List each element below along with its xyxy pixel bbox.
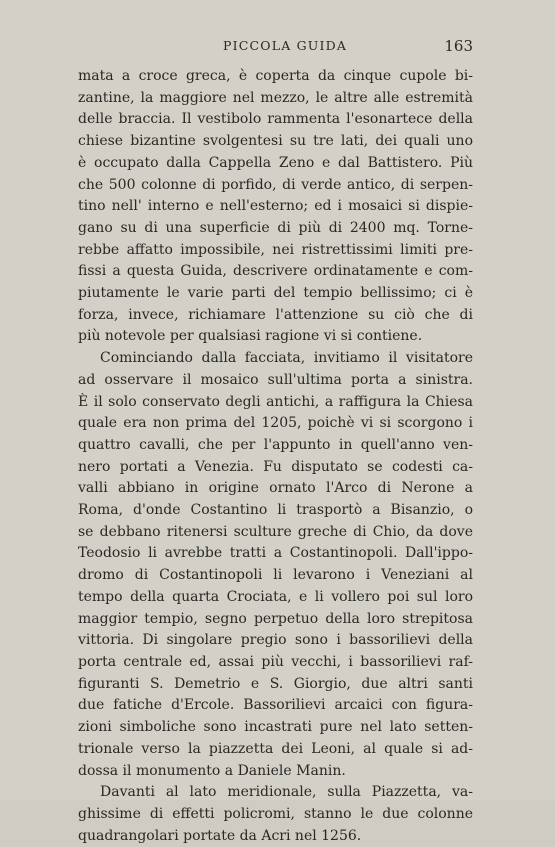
text-line: tempo della quarta Crociata, e li vollero poi sul loro bbox=[78, 588, 473, 605]
text-line: vittoria. Di singolare pregio sono i bassorilievi della bbox=[78, 632, 473, 649]
text-line: figuranti S. Demetrio e S. Giorgio, due altri santi bbox=[78, 675, 473, 692]
text-line: quale era non prima del 1205, poichè vi si scorgono i bbox=[78, 415, 473, 432]
text-line: ghissime di effetti policromi, stanno le due colonne bbox=[78, 805, 473, 822]
text-line: valli abbiano in origine ornato l'Arco di Nerone a bbox=[78, 480, 473, 497]
text-line: se debbano ritenersi sculture greche di Chio, da dove bbox=[78, 523, 473, 540]
text-line: che 500 colonne di porfido, di verde antico, di serpen- bbox=[78, 176, 473, 193]
text-line: Cominciando dalla facciata, invitiamo il visitatore bbox=[100, 350, 473, 367]
text-line: dossa il monumento a Daniele Manin. bbox=[78, 762, 346, 779]
body-text bbox=[78, 66, 473, 847]
text-line: Teodosio li avrebbe tratti a Costantinopoli. Dall'ippo- bbox=[78, 545, 473, 562]
page-number: 163 bbox=[444, 37, 473, 55]
text-line: zantine, la maggiore nel mezzo, le altre alle estremità bbox=[78, 89, 473, 106]
text-line: più notevole per qualsiasi ragione vi si contiene. bbox=[78, 328, 423, 345]
text-line: quadrangolari portate da Acri nel 1256. bbox=[78, 827, 362, 844]
text-line: dromo di Costantinopoli li levarono i Veneziani al bbox=[78, 567, 473, 584]
text-line: chiese bizantine svolgentesi su tre lati, dei quali uno bbox=[78, 133, 473, 150]
text-line: porta centrale ed, assai più vecchi, i bassorilievi raf- bbox=[78, 653, 473, 670]
text-line: tino nell' interno e nell'esterno; ed i mosaici si dispie- bbox=[78, 198, 473, 215]
text-line: due fatiche d'Ercole. Bassorilievi arcaici con figura- bbox=[78, 697, 473, 714]
text-line: rebbe affatto impossibile, nei ristrettissimi limiti pre- bbox=[78, 241, 473, 258]
page-header bbox=[78, 38, 473, 58]
text-line: Davanti al lato meridionale, sulla Piazzetta, va- bbox=[100, 784, 473, 801]
text-line: gano su di una superficie di più di 2400 mq. Torne- bbox=[78, 219, 473, 236]
text-line: forza, invece, richiamare l'attenzione su ciò che di bbox=[78, 306, 473, 323]
text-line: nero portati a Venezia. Fu disputato se codesti ca- bbox=[78, 458, 473, 475]
text-line: piutamente le varie parti del tempio bellissimo; ci è bbox=[78, 285, 473, 302]
text-line: Roma, d'onde Costantino li trasportò a Bisanzio, o bbox=[78, 502, 473, 519]
text-line: delle braccia. Il vestibolo rammenta l'esonartece della bbox=[78, 111, 473, 128]
text-line: fissi a questa Guida, descrivere ordinatamente e com- bbox=[78, 263, 473, 280]
text-line: trionale verso la piazzetta dei Leoni, al quale si ad- bbox=[78, 740, 473, 757]
paragraph bbox=[78, 66, 473, 348]
text-line: ad osservare il mosaico sull'ultima porta a sinistra. bbox=[78, 371, 473, 388]
text-line: È il solo conservato degli antichi, a raffigura la Chiesa bbox=[78, 393, 473, 410]
text-line: zioni simboliche sono incastrati pure nel lato setten- bbox=[78, 719, 473, 736]
paragraph bbox=[78, 782, 473, 847]
text-line: è occupato dalla Cappella Zeno e dal Battistero. Più bbox=[78, 154, 473, 171]
text-line: quattro cavalli, che per l'appunto in quell'anno ven- bbox=[78, 436, 473, 453]
text-line: maggior tempio, segno perpetuo della loro strepitosa bbox=[78, 610, 473, 627]
paragraph bbox=[78, 348, 473, 782]
text-line: mata a croce greca, è coperta da cinque cupole bi- bbox=[78, 68, 473, 84]
running-title: PICCOLA GUIDA bbox=[223, 38, 348, 53]
